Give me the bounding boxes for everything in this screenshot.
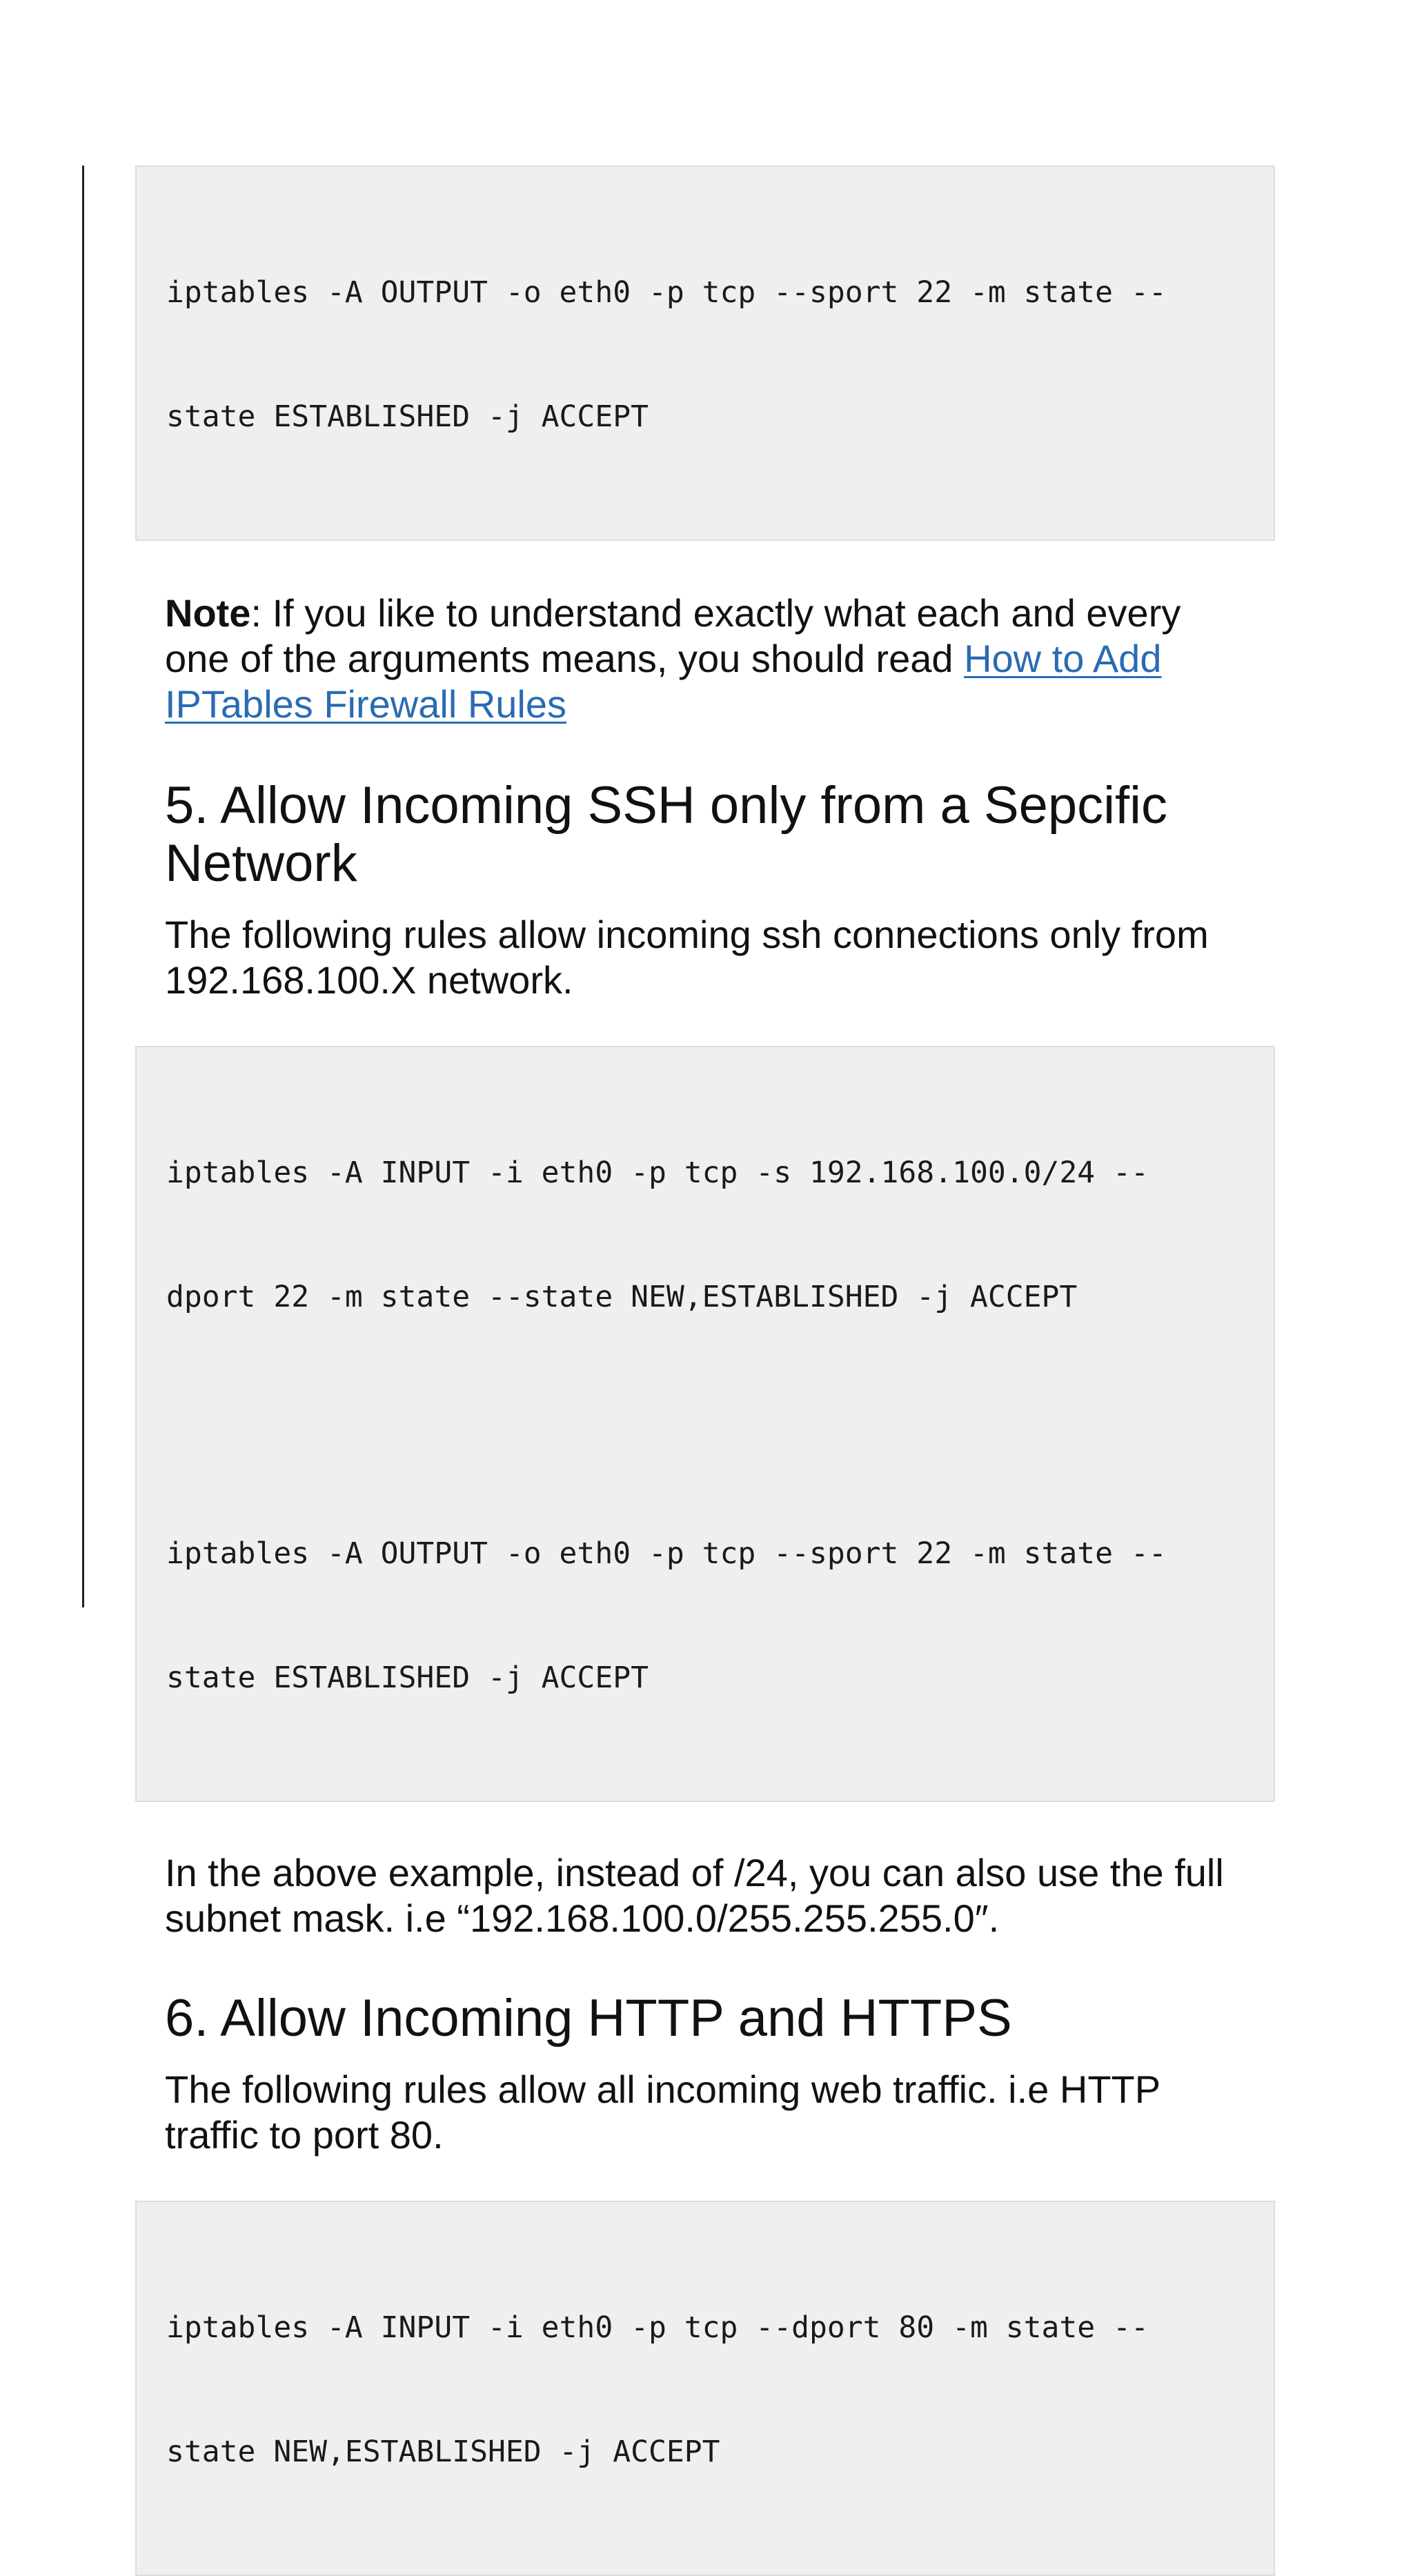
code-line: iptables -A INPUT -i eth0 -p tcp --dport 80 -m state -- bbox=[166, 2310, 1149, 2345]
code-block-ssh-specific-network bbox=[135, 1046, 1275, 1802]
iptables-rules-link[interactable]: How to Add IPTables Firewall Rules bbox=[165, 637, 1162, 726]
section-5-intro: The following rules allow incoming ssh connections only from 192.168.100.X network. bbox=[165, 913, 1209, 1002]
code-line: state ESTABLISHED -j ACCEPT bbox=[166, 399, 649, 434]
note-paragraph bbox=[165, 591, 1255, 727]
section-6-heading: 6. Allow Incoming HTTP and HTTPS bbox=[165, 1989, 1012, 2048]
code-block-http-port-80 bbox=[135, 2201, 1275, 2576]
code-line: iptables -A OUTPUT -o eth0 -p tcp --sport 22 -m state -- bbox=[166, 275, 1167, 310]
left-margin-rule bbox=[82, 166, 84, 1607]
code-block-output-sport-22 bbox=[135, 166, 1275, 541]
code-line: state ESTABLISHED -j ACCEPT bbox=[166, 1661, 649, 1695]
subnet-mask-note: In the above example, instead of /24, you can also use the full subnet mask. i.e “192.168.100.0/255.255.255.0″. bbox=[165, 1851, 1224, 1940]
code-line: iptables -A INPUT -i eth0 -p tcp -s 192.168.100.0/24 -- bbox=[166, 1156, 1149, 1190]
note-text: : If you like to understand exactly what each and every one of the arguments means, you should read bbox=[165, 591, 1181, 680]
document-content bbox=[135, 166, 1275, 2576]
section-6-intro: The following rules allow all incoming web traffic. i.e HTTP traffic to port 80. bbox=[165, 2068, 1160, 2157]
section-5-heading: 5. Allow Incoming SSH only from a Sepcific Network bbox=[165, 776, 1168, 893]
note-label: Note bbox=[165, 591, 251, 635]
code-line: state NEW,ESTABLISHED -j ACCEPT bbox=[166, 2435, 720, 2469]
code-line: dport 22 -m state --state NEW,ESTABLISHED -j ACCEPT bbox=[166, 1280, 1078, 1314]
code-spacer bbox=[166, 1400, 1244, 1450]
code-line: iptables -A OUTPUT -o eth0 -p tcp --sport 22 -m state -- bbox=[166, 1536, 1167, 1571]
